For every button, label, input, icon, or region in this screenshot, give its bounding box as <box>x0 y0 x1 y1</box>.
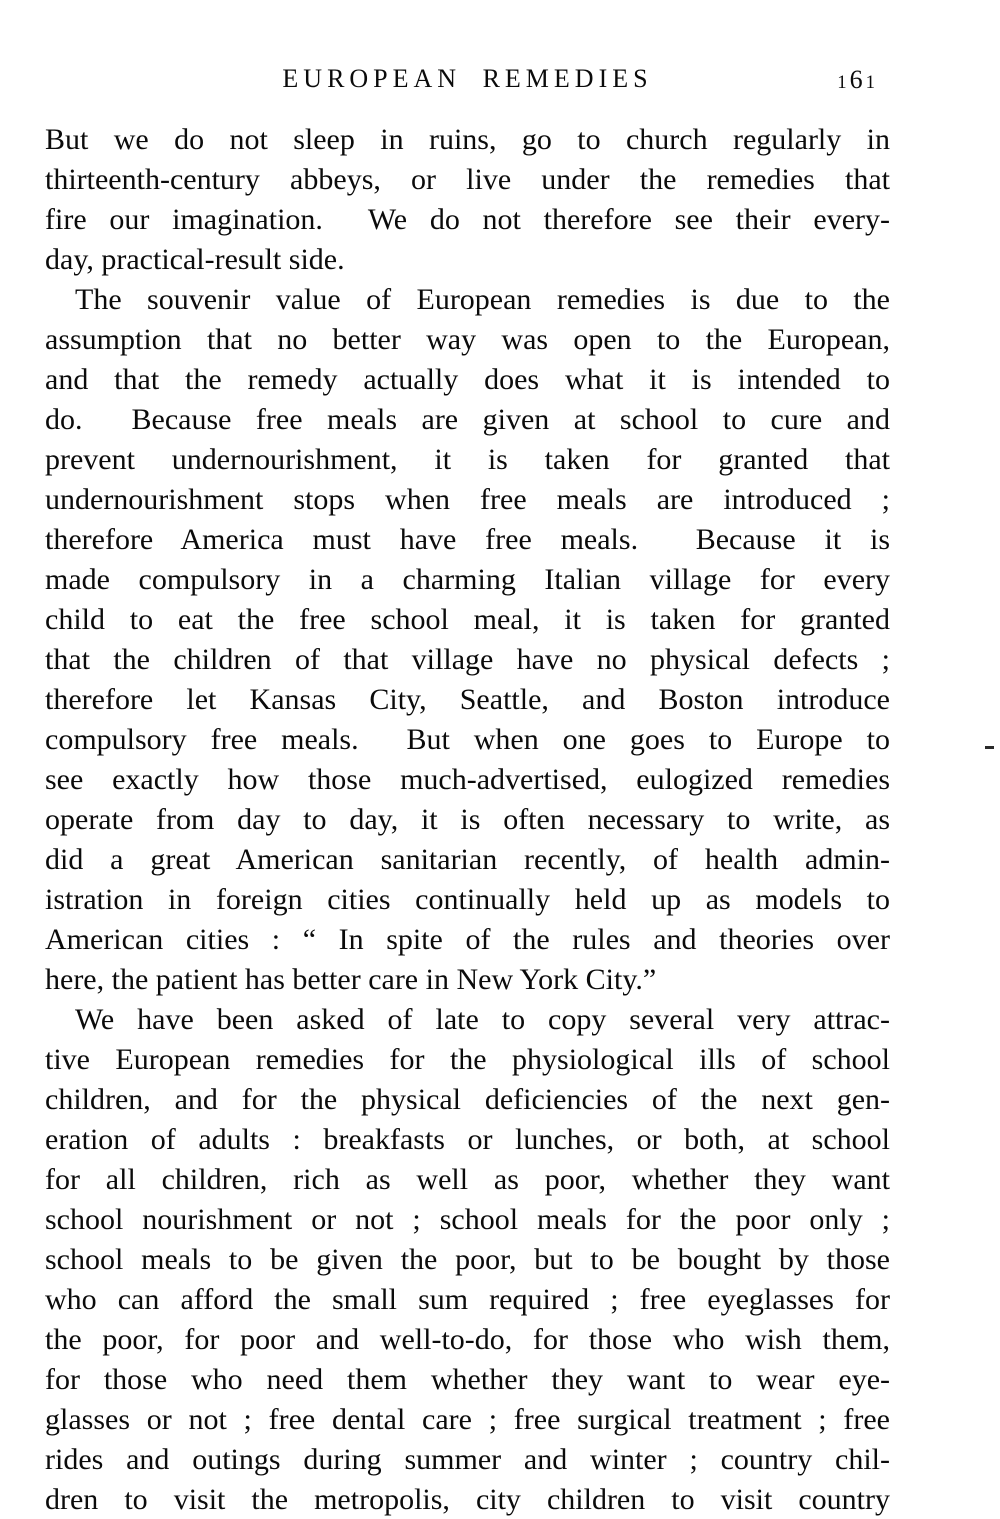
text-line: fire our imagination. We do not therefore see their every- <box>45 203 890 236</box>
text-line: American cities : “ In spite of the rules and theories over <box>45 923 890 956</box>
text-line: the poor, for poor and well-to-do, for those who wish them, <box>45 1323 890 1356</box>
text-line: children, and for the physical deficiencies of the next gen- <box>45 1083 890 1116</box>
page-number: 161 <box>837 65 878 94</box>
text-line: eration of adults : breakfasts or lunches, or both, at school <box>45 1123 890 1156</box>
text-line: thirteenth-century abbeys, or live under the remedies that <box>45 163 890 196</box>
text-line: But we do not sleep in ruins, go to church regularly in <box>45 123 890 156</box>
text-line: operate from day to day, it is often necessary to write, as <box>45 803 890 836</box>
text-line: for all children, rich as well as poor, whether they want <box>45 1163 890 1196</box>
page-header-row <box>45 64 890 104</box>
text-line: assumption that no better way was open to the European, <box>45 323 890 356</box>
text-line: made compulsory in a charming Italian village for every <box>45 563 890 596</box>
text-line: compulsory free meals. But when one goes to Europe to <box>45 723 890 756</box>
paragraph <box>45 1000 890 1519</box>
text-line: did a great American sanitarian recently, of health admin- <box>45 843 890 876</box>
paragraph <box>45 120 890 280</box>
text-line: therefore America must have free meals. Because it is <box>45 523 890 556</box>
text-line: that the children of that village have no physical defects ; <box>45 643 890 676</box>
running-head: EUROPEAN REMEDIES <box>282 64 653 93</box>
text-line: We have been asked of late to copy several very attrac- <box>75 1003 890 1036</box>
text-line: undernourishment stops when free meals are introduced ; <box>45 483 890 516</box>
scan-artifact <box>985 746 994 749</box>
text-line: istration in foreign cities continually held up as models to <box>45 883 890 916</box>
text-line: prevent undernourishment, it is taken for granted that <box>45 443 890 476</box>
text-line: dren to visit the metropolis, city children to visit country <box>45 1483 890 1516</box>
text-line: day, practical-result side. <box>45 243 345 276</box>
text-line: child to eat the free school meal, it is taken for granted <box>45 603 890 636</box>
text-line: tive European remedies for the physiological ills of school <box>45 1043 890 1076</box>
text-line: and that the remedy actually does what it is intended to <box>45 363 890 396</box>
text-line: therefore let Kansas City, Seattle, and Boston introduce <box>45 683 890 716</box>
text-line: see exactly how those much-advertised, eulogized remedies <box>45 763 890 796</box>
text-line: who can afford the small sum required ; free eyeglasses for <box>45 1283 890 1316</box>
text-line: do. Because free meals are given at school to cure and <box>45 403 890 436</box>
text-line: glasses or not ; free dental care ; free surgical treatment ; free <box>45 1403 890 1436</box>
text-line: school meals to be given the poor, but to be bought by those <box>45 1243 890 1276</box>
text-line: school nourishment or not ; school meals for the poor only ; <box>45 1203 890 1236</box>
page-body <box>45 120 890 1519</box>
paragraph <box>45 280 890 1000</box>
text-line: for those who need them whether they want to wear eye- <box>45 1363 890 1396</box>
text-line: rides and outings during summer and winter ; country chil- <box>45 1443 890 1476</box>
text-line: The souvenir value of European remedies is due to the <box>75 283 890 316</box>
text-line: here, the patient has better care in New York City.” <box>45 963 657 996</box>
